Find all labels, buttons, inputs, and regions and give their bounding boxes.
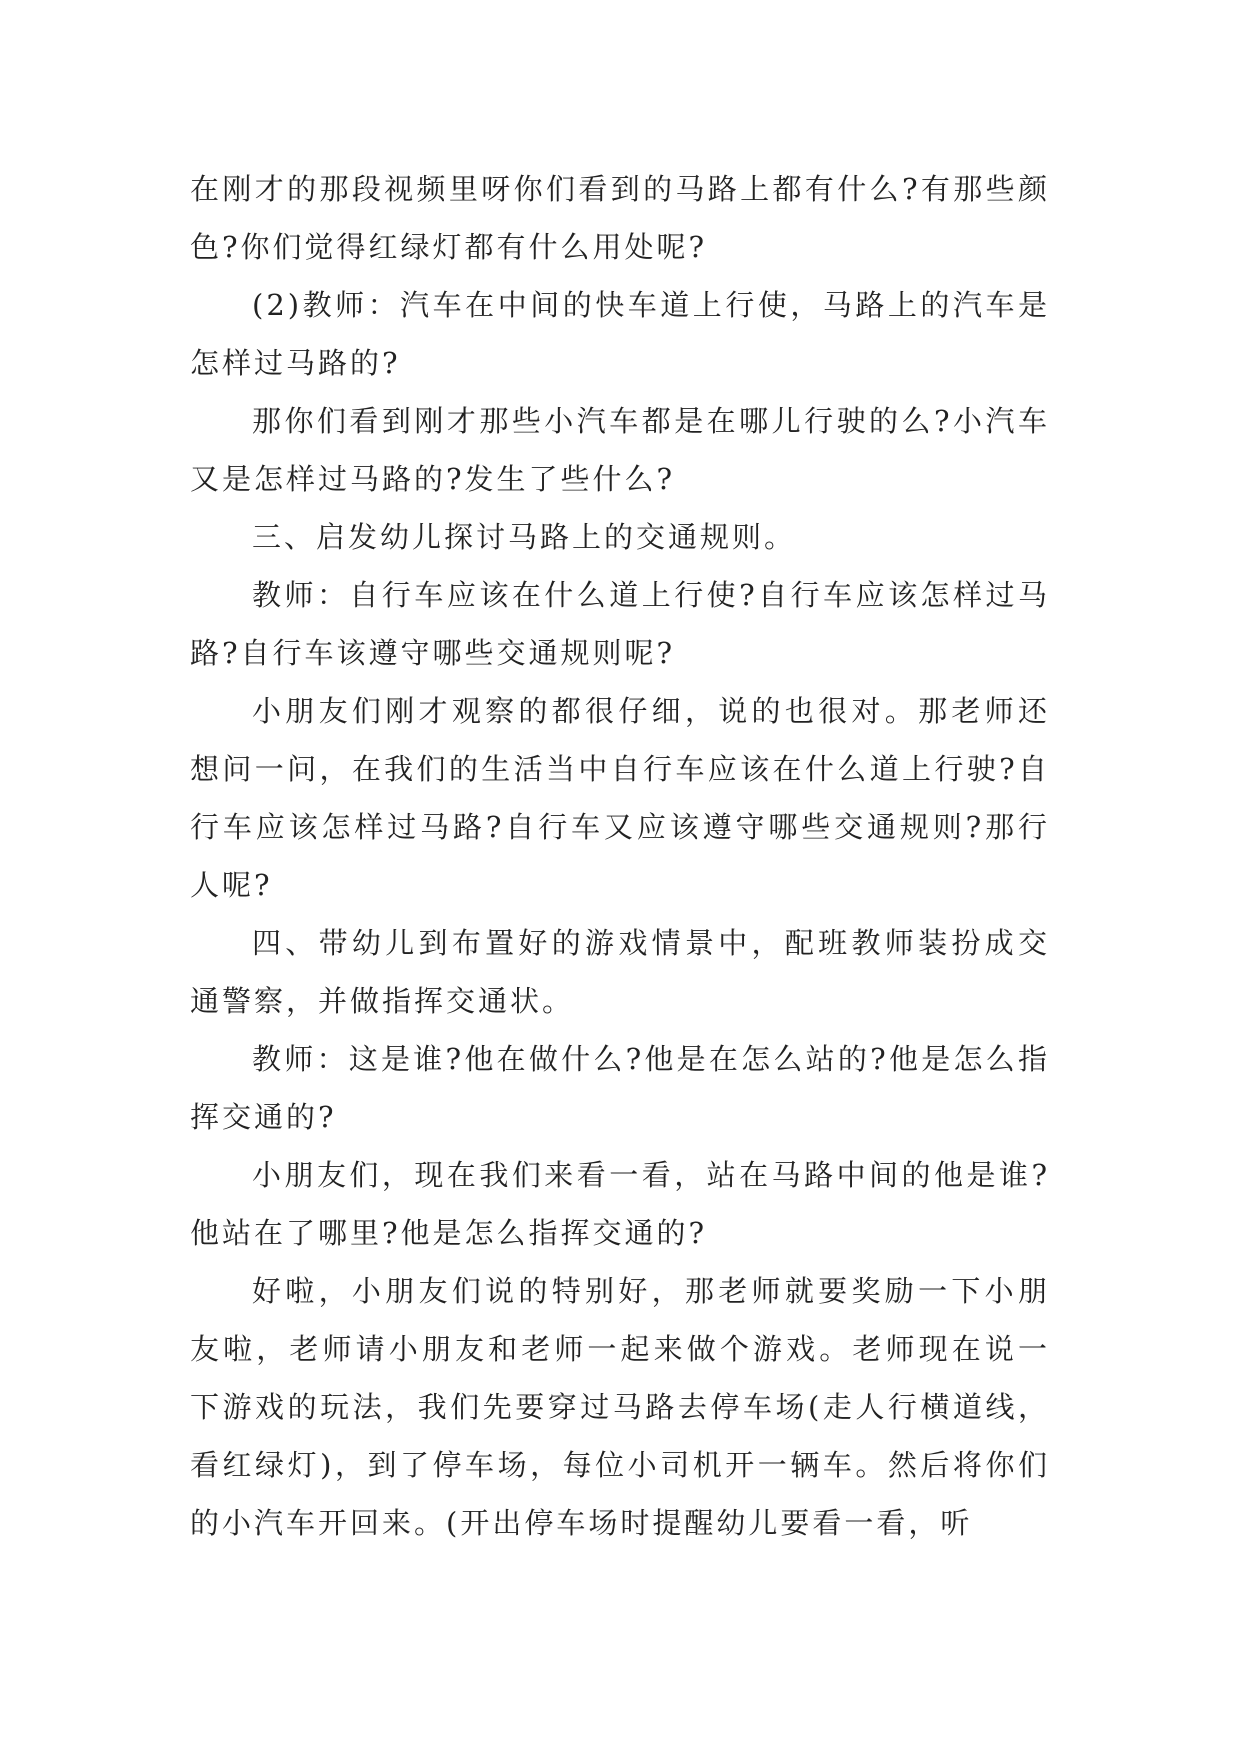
paragraph-6: 小朋友们刚才观察的都很仔细，说的也很对。那老师还想问一问，在我们的生活当中自行车应该在什么道上行驶?自行车应该怎样过马路?自行车又应该遵守哪些交通规则?那行人呢? [190, 694, 1050, 902]
document-body [190, 160, 1050, 1552]
paragraph-4-section-heading: 三、启发幼儿探讨马路上的交通规则。 [252, 520, 797, 554]
paragraph-3: 那你们看到刚才那些小汽车都是在哪儿行驶的么?小汽车又是怎样过马路的?发生了些什么? [190, 404, 1050, 496]
paragraph-8: 教师：这是谁?他在做什么?他是在怎么站的?他是怎么指挥交通的? [190, 1042, 1050, 1134]
paragraph-5: 教师：自行车应该在什么道上行使?自行车应该怎样过马路?自行车该遵守哪些交通规则呢? [190, 578, 1050, 670]
paragraph-7-section-heading: 四、带幼儿到布置好的游戏情景中，配班教师装扮成交通警察，并做指挥交通状。 [190, 926, 1050, 1018]
paragraph-2: (2)教师：汽车在中间的快车道上行使，马路上的汽车是怎样过马路的? [190, 288, 1050, 380]
paragraph-9: 小朋友们，现在我们来看一看，站在马路中间的他是谁?他站在了哪里?他是怎么指挥交通的? [190, 1158, 1050, 1250]
paragraph-10: 好啦，小朋友们说的特别好，那老师就要奖励一下小朋友啦，老师请小朋友和老师一起来做个游戏。老师现在说一下游戏的玩法，我们先要穿过马路去停车场(走人行横道线，看红绿灯)，到了停车场，每位小司机开一辆车。然后将你们的小汽车开回来。(开出停车场时提醒幼儿要看一看，听 [190, 1274, 1050, 1540]
paragraph-1: 在刚才的那段视频里呀你们看到的马路上都有什么?有那些颜色?你们觉得红绿灯都有什么用处呢? [190, 172, 1050, 264]
